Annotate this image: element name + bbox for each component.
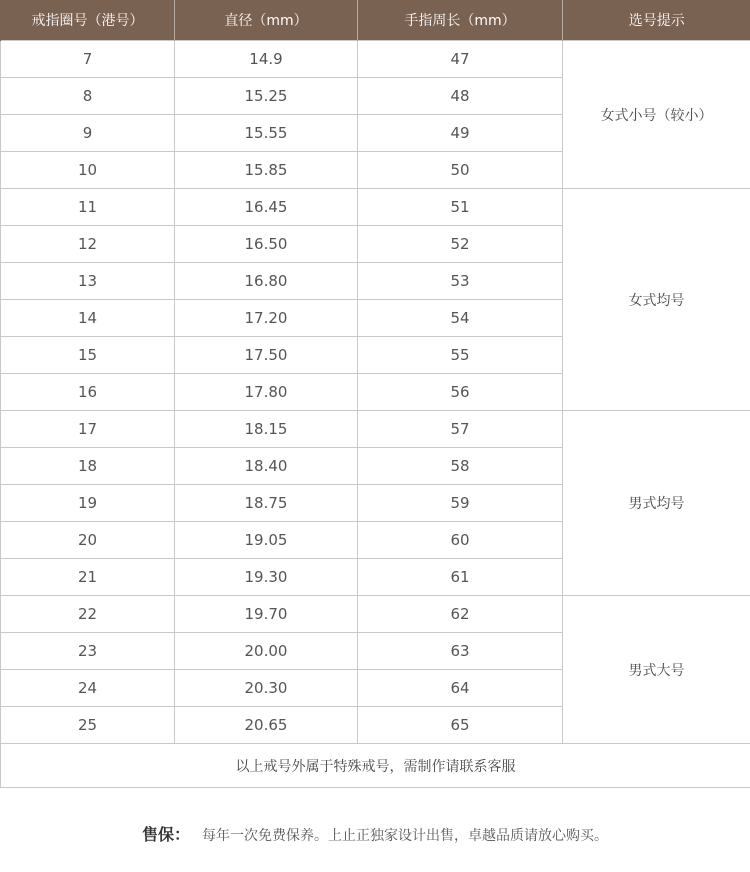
cell-ring-size: 10 bbox=[1, 152, 175, 189]
cell-diameter: 15.55 bbox=[175, 115, 358, 152]
cell-ring-size: 13 bbox=[1, 263, 175, 300]
cell-diameter: 15.85 bbox=[175, 152, 358, 189]
cell-circumference: 53 bbox=[358, 263, 563, 300]
warranty-note bbox=[0, 822, 750, 845]
cell-circumference: 49 bbox=[358, 115, 563, 152]
cell-ring-size: 16 bbox=[1, 374, 175, 411]
cell-size-hint: 男式均号 bbox=[563, 411, 750, 596]
cell-ring-size: 22 bbox=[1, 596, 175, 633]
cell-circumference: 48 bbox=[358, 78, 563, 115]
cell-ring-size: 18 bbox=[1, 448, 175, 485]
cell-diameter: 18.40 bbox=[175, 448, 358, 485]
header-ring-size: 戒指圈号（港号） bbox=[1, 0, 175, 41]
cell-diameter: 19.70 bbox=[175, 596, 358, 633]
table-row bbox=[1, 596, 750, 633]
footnote-row bbox=[1, 744, 750, 788]
cell-circumference: 60 bbox=[358, 522, 563, 559]
cell-size-hint: 男式大号 bbox=[563, 596, 750, 744]
cell-ring-size: 19 bbox=[1, 485, 175, 522]
cell-ring-size: 17 bbox=[1, 411, 175, 448]
cell-ring-size: 9 bbox=[1, 115, 175, 152]
cell-circumference: 58 bbox=[358, 448, 563, 485]
cell-circumference: 61 bbox=[358, 559, 563, 596]
cell-circumference: 63 bbox=[358, 633, 563, 670]
cell-circumference: 52 bbox=[358, 226, 563, 263]
table-header-row bbox=[1, 0, 750, 41]
cell-ring-size: 14 bbox=[1, 300, 175, 337]
cell-ring-size: 21 bbox=[1, 559, 175, 596]
cell-diameter: 16.80 bbox=[175, 263, 358, 300]
cell-ring-size: 11 bbox=[1, 189, 175, 226]
cell-diameter: 20.65 bbox=[175, 707, 358, 744]
cell-diameter: 17.20 bbox=[175, 300, 358, 337]
cell-diameter: 18.15 bbox=[175, 411, 358, 448]
cell-diameter: 15.25 bbox=[175, 78, 358, 115]
cell-diameter: 14.9 bbox=[175, 41, 358, 78]
cell-diameter: 20.30 bbox=[175, 670, 358, 707]
cell-circumference: 56 bbox=[358, 374, 563, 411]
cell-diameter: 18.75 bbox=[175, 485, 358, 522]
cell-ring-size: 20 bbox=[1, 522, 175, 559]
cell-circumference: 57 bbox=[358, 411, 563, 448]
cell-circumference: 54 bbox=[358, 300, 563, 337]
cell-size-hint: 女式均号 bbox=[563, 189, 750, 411]
cell-ring-size: 15 bbox=[1, 337, 175, 374]
cell-circumference: 47 bbox=[358, 41, 563, 78]
warranty-label: 售保： bbox=[141, 825, 190, 844]
table-body bbox=[1, 41, 750, 788]
cell-circumference: 59 bbox=[358, 485, 563, 522]
table-row bbox=[1, 41, 750, 78]
cell-diameter: 19.30 bbox=[175, 559, 358, 596]
table-row bbox=[1, 411, 750, 448]
cell-size-hint: 女式小号（较小） bbox=[563, 41, 750, 189]
table-row bbox=[1, 189, 750, 226]
cell-ring-size: 23 bbox=[1, 633, 175, 670]
cell-ring-size: 25 bbox=[1, 707, 175, 744]
cell-diameter: 17.50 bbox=[175, 337, 358, 374]
cell-diameter: 17.80 bbox=[175, 374, 358, 411]
header-size-hint: 选号提示 bbox=[563, 0, 750, 41]
header-diameter: 直径（mm） bbox=[175, 0, 358, 41]
cell-circumference: 51 bbox=[358, 189, 563, 226]
cell-diameter: 20.00 bbox=[175, 633, 358, 670]
cell-diameter: 16.50 bbox=[175, 226, 358, 263]
special-size-footnote: 以上戒号外属于特殊戒号，需制作请联系客服 bbox=[1, 744, 750, 788]
cell-ring-size: 8 bbox=[1, 78, 175, 115]
header-circumference: 手指周长（mm） bbox=[358, 0, 563, 41]
cell-diameter: 19.05 bbox=[175, 522, 358, 559]
cell-circumference: 50 bbox=[358, 152, 563, 189]
cell-ring-size: 7 bbox=[1, 41, 175, 78]
cell-circumference: 55 bbox=[358, 337, 563, 374]
cell-diameter: 16.45 bbox=[175, 189, 358, 226]
cell-circumference: 62 bbox=[358, 596, 563, 633]
warranty-text: 每年一次免费保养。上止正独家设计出售，卓越品质请放心购买。 bbox=[202, 828, 608, 844]
cell-ring-size: 12 bbox=[1, 226, 175, 263]
cell-circumference: 65 bbox=[358, 707, 563, 744]
cell-ring-size: 24 bbox=[1, 670, 175, 707]
cell-circumference: 64 bbox=[358, 670, 563, 707]
